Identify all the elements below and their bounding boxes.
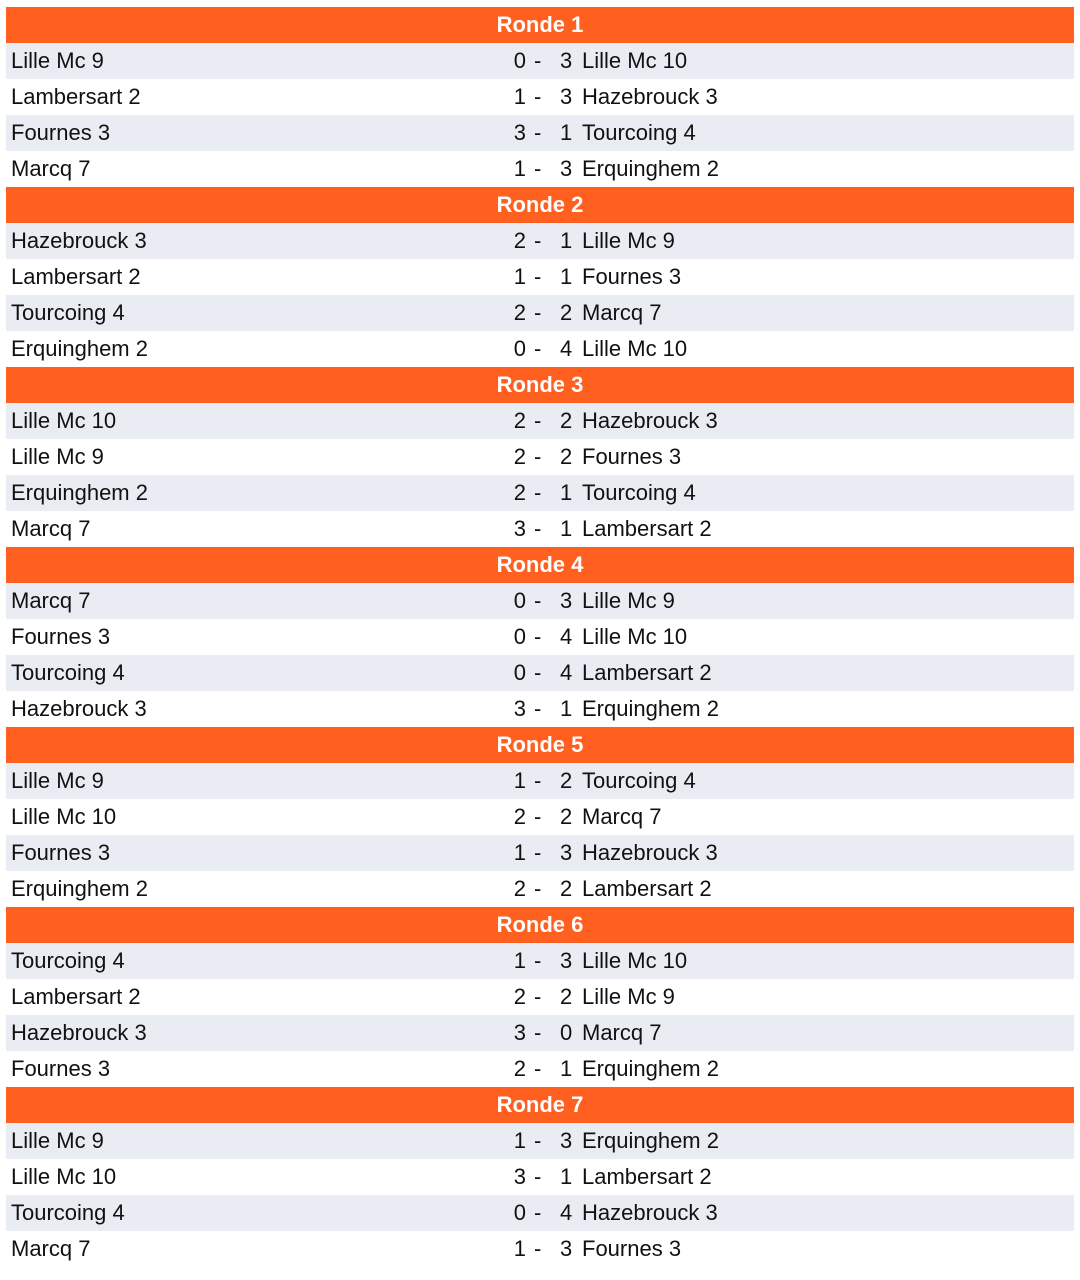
match-row: [6, 1159, 1074, 1195]
dash: -: [534, 804, 542, 829]
away-team: Lille Mc 10: [582, 48, 688, 73]
match-row: [6, 583, 1074, 619]
away-score: 1: [560, 696, 573, 721]
home-team: Marcq 7: [11, 1236, 91, 1261]
match-row: [6, 295, 1074, 331]
match-row: [6, 799, 1074, 835]
home-team: Fournes 3: [11, 1056, 111, 1081]
away-team: Erquinghem 2: [582, 696, 719, 721]
home-score: 0: [513, 48, 526, 73]
dash: -: [534, 156, 542, 181]
away-score: 0: [560, 1020, 573, 1045]
away-team: Tourcoing 4: [582, 480, 696, 505]
home-team: Hazebrouck 3: [11, 696, 147, 721]
match-row: [6, 223, 1074, 259]
away-team: Tourcoing 4: [582, 120, 696, 145]
away-team: Lille Mc 10: [582, 336, 688, 361]
away-team: Hazebrouck 3: [582, 1200, 718, 1225]
home-score: 2: [513, 444, 526, 469]
away-team: Lille Mc 9: [582, 228, 675, 253]
home-team: Lambersart 2: [11, 984, 141, 1009]
away-score: 4: [560, 660, 573, 685]
dash: -: [534, 264, 542, 289]
match-row: [6, 691, 1074, 727]
dash: -: [534, 228, 542, 253]
dash: -: [534, 588, 542, 613]
away-score: 3: [560, 84, 573, 109]
home-team: Lille Mc 10: [11, 1164, 117, 1189]
round-header: Ronde 2: [6, 187, 1074, 223]
away-team: Lambersart 2: [582, 876, 712, 901]
match-row: [6, 1123, 1074, 1159]
away-team: Hazebrouck 3: [582, 840, 718, 865]
home-team: Lille Mc 9: [11, 48, 104, 73]
dash: -: [534, 876, 542, 901]
home-score: 1: [513, 1236, 526, 1261]
match-row: [6, 151, 1074, 187]
away-team: Hazebrouck 3: [582, 84, 718, 109]
away-score: 2: [560, 768, 573, 793]
dash: -: [534, 948, 542, 973]
home-team: Hazebrouck 3: [11, 1020, 147, 1045]
away-score: 1: [560, 516, 573, 541]
home-team: Fournes 3: [11, 624, 111, 649]
home-team: Erquinghem 2: [11, 336, 148, 361]
home-score: 3: [513, 696, 526, 721]
home-team: Tourcoing 4: [11, 1200, 125, 1225]
dash: -: [534, 120, 542, 145]
round-header: Ronde 7: [6, 1087, 1074, 1123]
dash: -: [534, 768, 542, 793]
home-team: Hazebrouck 3: [11, 228, 147, 253]
home-score: 2: [513, 1056, 526, 1081]
away-team: Fournes 3: [582, 1236, 682, 1261]
match-row: [6, 475, 1074, 511]
home-score: 0: [513, 624, 526, 649]
away-score: 4: [560, 336, 573, 361]
round-header: Ronde 5: [6, 727, 1074, 763]
round-header: Ronde 4: [6, 547, 1074, 583]
away-team: Erquinghem 2: [582, 156, 719, 181]
away-team: Marcq 7: [582, 1020, 662, 1045]
home-team: Tourcoing 4: [11, 948, 125, 973]
home-score: 1: [513, 1128, 526, 1153]
away-score: 3: [560, 1236, 573, 1261]
home-score: 2: [513, 876, 526, 901]
dash: -: [534, 84, 542, 109]
away-score: 1: [560, 1056, 573, 1081]
match-row: [6, 1195, 1074, 1231]
dash: -: [534, 696, 542, 721]
away-score: 2: [560, 876, 573, 901]
round-header: Ronde 6: [6, 907, 1074, 943]
home-score: 2: [513, 408, 526, 433]
match-row: [6, 655, 1074, 691]
away-score: 3: [560, 948, 573, 973]
away-score: 4: [560, 624, 573, 649]
home-score: 0: [513, 336, 526, 361]
match-row: [6, 871, 1074, 907]
home-team: Fournes 3: [11, 840, 111, 865]
away-team: Lille Mc 10: [582, 948, 688, 973]
dash: -: [534, 1056, 542, 1081]
home-team: Lille Mc 9: [11, 444, 104, 469]
match-row: [6, 979, 1074, 1015]
away-score: 1: [560, 480, 573, 505]
match-row: [6, 1231, 1074, 1267]
home-score: 1: [513, 840, 526, 865]
away-team: Marcq 7: [582, 300, 662, 325]
home-team: Erquinghem 2: [11, 480, 148, 505]
home-score: 3: [513, 1020, 526, 1045]
away-team: Lambersart 2: [582, 516, 712, 541]
away-team: Erquinghem 2: [582, 1056, 719, 1081]
home-score: 2: [513, 804, 526, 829]
dash: -: [534, 624, 542, 649]
away-score: 2: [560, 300, 573, 325]
away-score: 2: [560, 444, 573, 469]
away-score: 3: [560, 156, 573, 181]
match-row: [6, 259, 1074, 295]
home-team: Marcq 7: [11, 588, 91, 613]
home-score: 1: [513, 84, 526, 109]
dash: -: [534, 1020, 542, 1045]
home-score: 1: [513, 768, 526, 793]
home-score: 2: [513, 300, 526, 325]
match-row: [6, 619, 1074, 655]
dash: -: [534, 1164, 542, 1189]
home-team: Lille Mc 9: [11, 1128, 104, 1153]
home-team: Lambersart 2: [11, 84, 141, 109]
match-row: [6, 835, 1074, 871]
home-team: Erquinghem 2: [11, 876, 148, 901]
dash: -: [534, 840, 542, 865]
match-row: [6, 43, 1074, 79]
home-team: Lille Mc 10: [11, 408, 117, 433]
away-team: Marcq 7: [582, 804, 662, 829]
home-team: Fournes 3: [11, 120, 111, 145]
home-score: 1: [513, 948, 526, 973]
dash: -: [534, 336, 542, 361]
away-team: Lambersart 2: [582, 1164, 712, 1189]
away-score: 3: [560, 840, 573, 865]
dash: -: [534, 660, 542, 685]
away-team: Lille Mc 9: [582, 984, 675, 1009]
match-row: [6, 1051, 1074, 1087]
away-score: 2: [560, 408, 573, 433]
home-team: Tourcoing 4: [11, 660, 125, 685]
home-team: Marcq 7: [11, 156, 91, 181]
dash: -: [534, 48, 542, 73]
dash: -: [534, 300, 542, 325]
dash: -: [534, 480, 542, 505]
match-row: [6, 403, 1074, 439]
round-header: Ronde 1: [6, 7, 1074, 43]
dash: -: [534, 1128, 542, 1153]
away-score: 3: [560, 1128, 573, 1153]
match-row: [6, 79, 1074, 115]
away-score: 1: [560, 228, 573, 253]
match-row: [6, 943, 1074, 979]
away-team: Erquinghem 2: [582, 1128, 719, 1153]
home-score: 2: [513, 228, 526, 253]
away-team: Tourcoing 4: [582, 768, 696, 793]
home-team: Lambersart 2: [11, 264, 141, 289]
home-score: 1: [513, 264, 526, 289]
home-score: 0: [513, 660, 526, 685]
away-score: 1: [560, 264, 573, 289]
match-row: [6, 763, 1074, 799]
match-row: [6, 115, 1074, 151]
away-score: 4: [560, 1200, 573, 1225]
away-score: 2: [560, 984, 573, 1009]
away-score: 2: [560, 804, 573, 829]
away-score: 3: [560, 588, 573, 613]
home-score: 0: [513, 1200, 526, 1225]
away-team: Fournes 3: [582, 444, 682, 469]
home-score: 3: [513, 120, 526, 145]
home-score: 1: [513, 156, 526, 181]
dash: -: [534, 984, 542, 1009]
home-team: Marcq 7: [11, 516, 91, 541]
away-team: Hazebrouck 3: [582, 408, 718, 433]
away-team: Lille Mc 9: [582, 588, 675, 613]
home-score: 2: [513, 984, 526, 1009]
away-score: 1: [560, 1164, 573, 1189]
dash: -: [534, 444, 542, 469]
dash: -: [534, 408, 542, 433]
away-team: Fournes 3: [582, 264, 682, 289]
home-team: Tourcoing 4: [11, 300, 125, 325]
away-score: 1: [560, 120, 573, 145]
home-team: Lille Mc 9: [11, 768, 104, 793]
away-team: Lambersart 2: [582, 660, 712, 685]
home-score: 3: [513, 516, 526, 541]
away-team: Lille Mc 10: [582, 624, 688, 649]
match-row: [6, 439, 1074, 475]
home-score: 0: [513, 588, 526, 613]
dash: -: [534, 1200, 542, 1225]
home-score: 2: [513, 480, 526, 505]
round-header: Ronde 3: [6, 367, 1074, 403]
dash: -: [534, 1236, 542, 1261]
match-row: [6, 331, 1074, 367]
match-row: [6, 511, 1074, 547]
away-score: 3: [560, 48, 573, 73]
home-team: Lille Mc 10: [11, 804, 117, 829]
match-schedule-table: [6, 7, 1074, 1267]
dash: -: [534, 516, 542, 541]
home-score: 3: [513, 1164, 526, 1189]
match-row: [6, 1015, 1074, 1051]
